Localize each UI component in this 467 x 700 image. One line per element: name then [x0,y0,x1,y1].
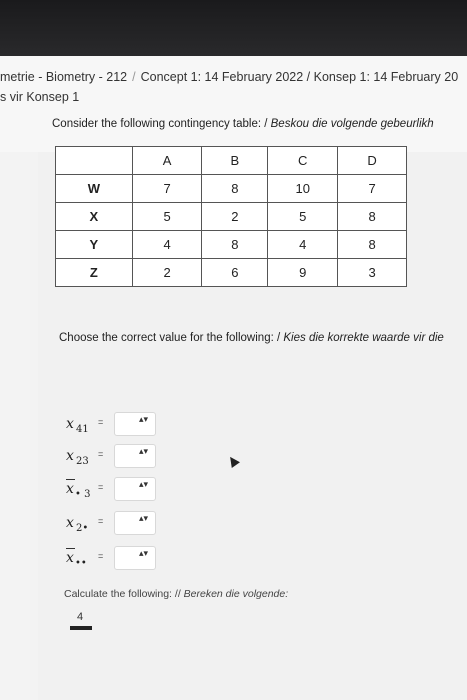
table-cell: 5 [268,203,338,231]
choose-afrikaans: Kies die korrekte waarde vir die [283,332,444,344]
table-row [56,175,407,203]
prompt-afrikaans: Beskou die volgende gebeurlikh [270,118,434,130]
equals-sign: = [98,449,104,459]
table-cell: 8 [202,175,268,203]
table-cell: 2 [202,203,268,231]
choose-english: Choose the correct value for the following: / [59,332,281,344]
table-cell: 2 [132,259,202,287]
answer-select-xbar-dot3[interactable] [114,477,156,501]
page-number: 4 [77,611,84,623]
symbol-base: x [66,416,74,432]
table-cell: 10 [268,175,338,203]
calculate-instruction [64,588,288,600]
table-row [56,203,407,231]
symbol-base: x [66,515,74,531]
symbol-base: x [66,481,74,497]
table-cell: 3 [338,259,407,287]
select-arrows-icon: ▴▾ [138,548,148,558]
breadcrumb-quiz[interactable]: s vir Konsep 1 [0,90,80,104]
answer-select-x23[interactable] [114,444,156,468]
breadcrumb-separator: / [132,70,136,84]
overline-bar [66,548,75,549]
table-cell: 8 [338,231,407,259]
answer-select-x2dot[interactable] [114,511,156,535]
overline-bar [66,479,75,480]
row-label: X [56,203,133,231]
table-header-cell: C [268,147,338,175]
contingency-table [55,146,407,287]
select-arrows-icon: ▴▾ [138,513,148,523]
row-label: Y [56,231,133,259]
table-header-cell: D [338,147,407,175]
symbol-subscript: • 3 [75,489,91,500]
row-label: W [56,175,133,203]
select-arrows-icon: ▴▾ [138,414,148,424]
prompt-english: Consider the following contingency table: / [52,118,268,130]
table-row [56,259,407,287]
table-cell: 5 [132,203,202,231]
table-cell: 9 [268,259,338,287]
equals-sign: = [98,417,104,427]
table-header-cell: A [132,147,202,175]
table-header-row [56,147,407,175]
breadcrumb-concept[interactable]: Concept 1: 14 February 2022 / Konsep 1: 14 February 20 [140,70,459,84]
symbol-base: x [66,550,74,566]
table-cell: 4 [268,231,338,259]
answer-select-xbar-dotdot[interactable] [114,546,156,570]
symbol-subscript: 2• [76,523,89,534]
symbol-subscript: 23 [76,456,89,467]
table-cell: 8 [338,203,407,231]
choose-instruction [59,332,444,344]
table-cell: 7 [338,175,407,203]
select-arrows-icon: ▴▾ [138,446,148,456]
table-header-cell: B [202,147,268,175]
symbol-subscript: 41 [76,424,89,435]
row-label: Z [56,259,133,287]
symbol-base: x [66,448,74,464]
device-top-bezel [0,0,467,58]
answer-select-x41[interactable] [114,412,156,436]
table-cell: 4 [132,231,202,259]
calculate-afrikaans: Bereken die volgende: [183,588,289,600]
table-header-cell [56,147,133,175]
breadcrumb [0,70,458,84]
select-arrows-icon: ▴▾ [138,479,148,489]
calculate-english: Calculate the following: // [64,588,181,600]
equals-sign: = [98,516,104,526]
table-cell: 7 [132,175,202,203]
equals-sign: = [98,551,104,561]
symbol-subscript: •• [75,558,87,569]
equals-sign: = [98,482,104,492]
page-header [0,56,467,152]
breadcrumb-course[interactable]: metrie - Biometry - 212 [0,70,128,84]
table-cell: 6 [202,259,268,287]
page-indicator-bar [70,626,92,630]
table-row [56,231,407,259]
table-cell: 8 [202,231,268,259]
question-prompt [52,118,434,130]
